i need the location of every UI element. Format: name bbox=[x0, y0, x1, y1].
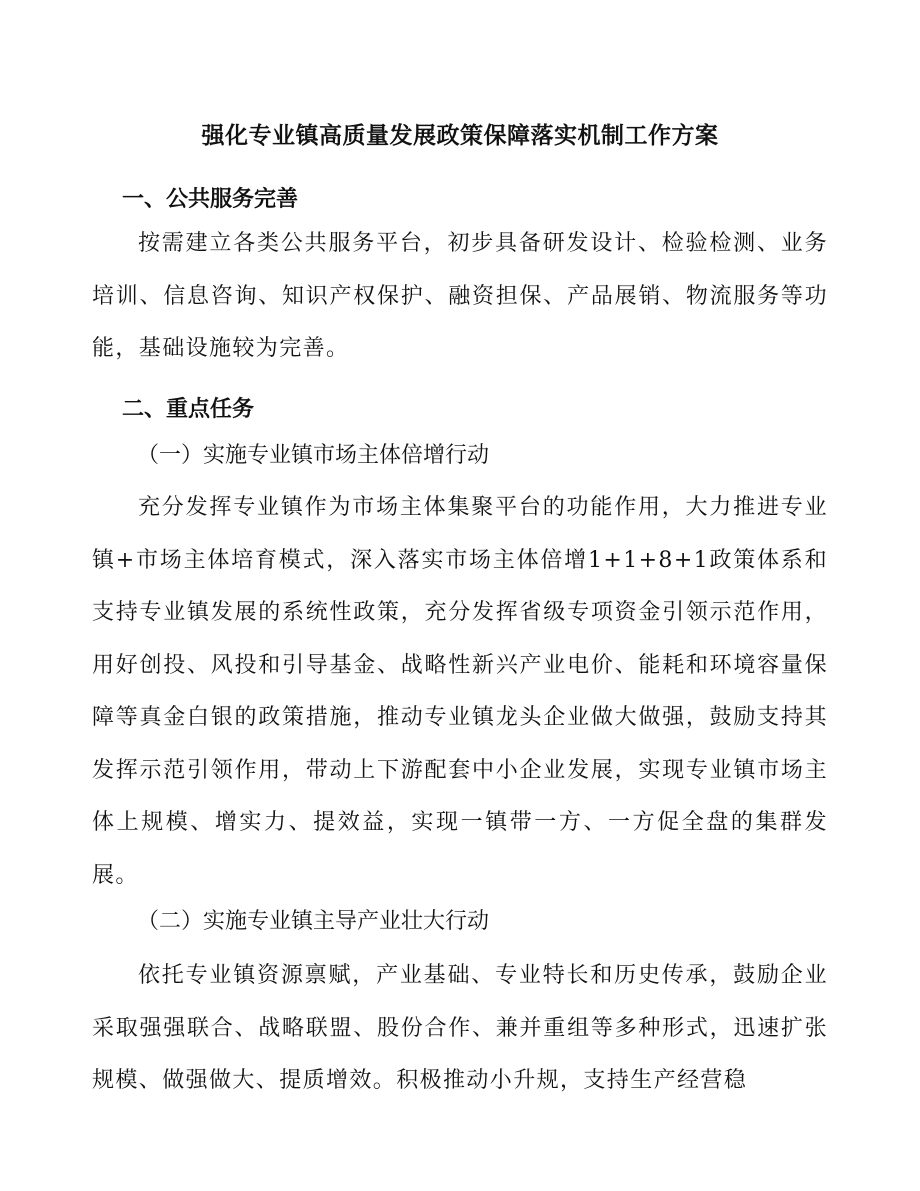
paragraph-leading-industry: 依托专业镇资源禀赋，产业基础、专业特长和历史传承，鼓励企业采取强强联合、战略联盟、股份合作、兼并重组等多种形式，迅速扩张规模、做强做大、提质增效。积极推动小升规，支持生产经营稳 bbox=[92, 963, 828, 1093]
subsection-heading-market-entities: （一）实施专业镇市场主体倍增行动 bbox=[137, 443, 490, 468]
document-title: 强化专业镇高质量发展政策保障落实机制工作方案 bbox=[201, 123, 719, 149]
paragraph-public-service: 按需建立各类公共服务平台，初步具备研发设计、检验检测、业务培训、信息咨询、知识产权保护、融资担保、产品展销、物流服务等功能，基础设施较为完善。 bbox=[92, 231, 828, 361]
section-heading-public-service: 一、公共服务完善 bbox=[122, 187, 299, 212]
section-heading-key-tasks: 二、重点任务 bbox=[122, 397, 255, 422]
subsection-heading-leading-industry: （二）实施专业镇主导产业壮大行动 bbox=[137, 909, 490, 934]
paragraph-market-entities: 充分发挥专业镇作为市场主体集聚平台的功能作用，大力推进专业镇+市场主体培育模式，深入落实市场主体倍增1+1+8+1政策体系和支持专业镇发展的系统性政策，充分发挥省级专项资金引领示范作用，用好创投、风投和引导基金、战略性新兴产业电价、能耗和环境容量保障等真金白银的政策措施，推动专业镇龙头企业做大做强，鼓励支持其发挥示范引领作用，带动上下游配套中小企业发展，实现专业镇市场主体上规模、增实力、提效益，实现一镇带一方、一方促全盘的集群发展。 bbox=[92, 495, 828, 888]
